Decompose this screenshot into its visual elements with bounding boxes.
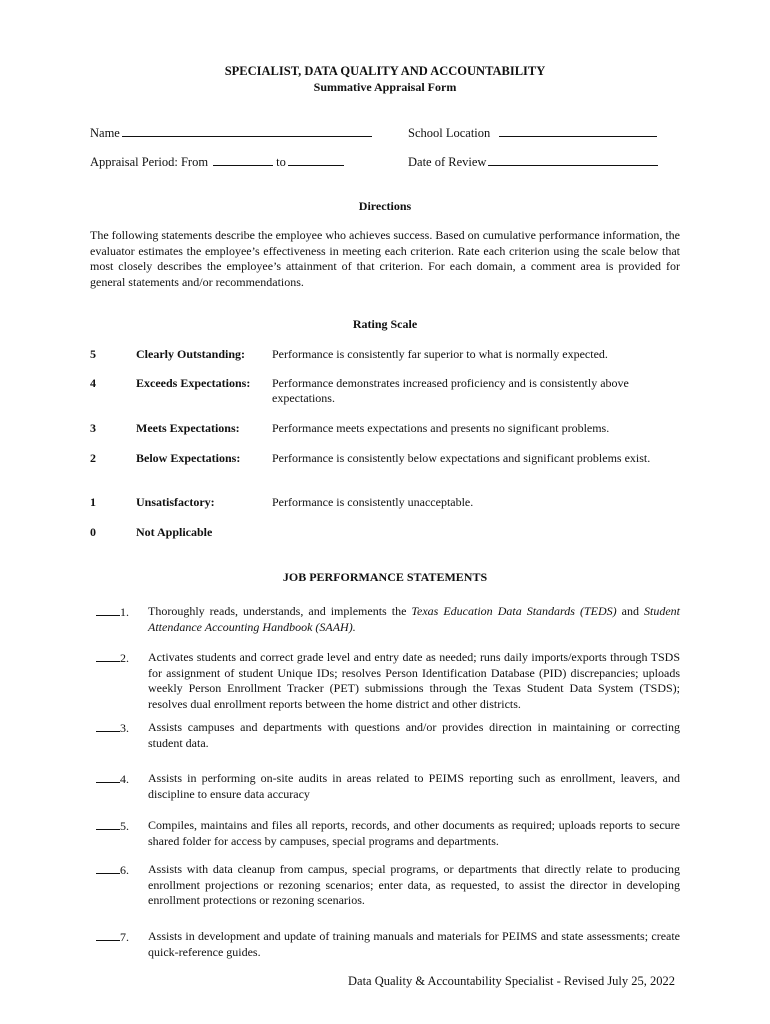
job-performance-heading: JOB PERFORMANCE STATEMENTS	[282, 570, 488, 584]
appraisal-period-label: Appraisal Period: From	[90, 155, 209, 169]
date-of-review-input-line[interactable]	[488, 153, 658, 166]
rating-description: Performance meets expectations and presents no significant problems.	[272, 421, 610, 435]
rating-scale-heading: Rating Scale	[352, 317, 418, 331]
school-location-field[interactable]	[408, 124, 657, 141]
date-of-review-field[interactable]	[408, 153, 658, 170]
school-location-label: School Location	[408, 126, 491, 140]
to-label: to	[276, 155, 286, 169]
rating-label: Exceeds Expectations:	[136, 376, 251, 390]
statement-rating-blank[interactable]: 6.	[96, 862, 146, 878]
rating-number: 5	[90, 347, 96, 361]
document-title: SPECIALIST, DATA QUALITY AND ACCOUNTABILITY	[224, 64, 546, 78]
statement-rating-blank[interactable]: 4.	[96, 771, 146, 787]
statement-text: Compiles, maintains and files all reports, records, and other documents as required; uploads reports to secure shared folder for access by campuses, special programs and departments.	[148, 818, 680, 848]
statement-rating-blank[interactable]: 2.	[96, 650, 146, 666]
statement-text: Assists in development and update of training manuals and materials for PEIMS and state assessments; create quick-reference guides.	[148, 929, 680, 959]
appraisal-to-input-line[interactable]	[288, 153, 344, 166]
rating-label: Clearly Outstanding:	[136, 347, 246, 361]
rating-description: Performance is consistently unacceptable.	[272, 495, 474, 509]
document-subtitle: Summative Appraisal Form	[313, 80, 457, 94]
statement-text: Assists campuses and departments with questions and/or provides direction in maintaining or correcting student data.	[148, 720, 680, 750]
name-input-line[interactable]	[122, 124, 372, 137]
statement-text: Thoroughly reads, understands, and implements the Texas Education Data Standards (TEDS) and Student Attendance Accounting Handbook (SAAH).	[148, 604, 680, 634]
appraisal-period-field[interactable]	[90, 153, 344, 170]
rating-label: Below Expectations:	[136, 451, 241, 465]
statement-text: Assists in performing on-site audits in areas related to PEIMS reporting such as enrollment, leavers, and discipline to ensure data accuracy	[148, 771, 680, 801]
date-of-review-label: Date of Review	[408, 155, 487, 169]
statement-text: Activates students and correct grade level and entry date as needed; runs daily imports/exports through TSDS for assignment of student Unique IDs; resolves Person Identification Database (PID) discrepancies; uploads weekly Person Enrollment Tracker (PET) submissions through the Texas Student Data System (TSDS); resolves dual enrollment reports between the home district and other districts.	[148, 650, 680, 711]
rating-number: 0	[90, 525, 96, 539]
directions-text: The following statements describe the employee who achieves success. Based on cumulative performance information, the evaluator estimates the employee’s effectiveness in meeting each criterion. Rate each criterion using the scale below that most closely describes the employee’s attainment of that criterion. For each domain, a comment area is provided for general statements and/or recommendations.	[90, 228, 680, 289]
statement-rating-blank[interactable]: 7.	[96, 929, 146, 945]
name-field[interactable]	[90, 124, 372, 141]
directions-heading: Directions	[358, 199, 412, 213]
name-label: Name	[90, 126, 120, 140]
rating-description: Performance is consistently far superior to what is normally expected.	[272, 347, 608, 361]
statement-rating-blank[interactable]: 3.	[96, 720, 146, 736]
statement-rating-blank[interactable]: 1.	[96, 604, 146, 620]
rating-label: Meets Expectations:	[136, 421, 240, 435]
rating-description: Performance demonstrates increased proficiency and is consistently above expectations.	[272, 376, 629, 405]
statement-text: Assists with data cleanup from campus, special programs, or departments that directly relate to producing enrollment projections or rezoning scenarios; enter data, as requested, to assist the director in developing enrollment protections or rezoning scenarios.	[148, 862, 680, 907]
rating-number: 1	[90, 495, 96, 509]
rating-label: Not Applicable	[136, 525, 213, 539]
rating-number: 4	[90, 376, 96, 390]
appraisal-from-input-line[interactable]	[213, 153, 273, 166]
rating-description: Performance is consistently below expectations and significant problems exist.	[272, 451, 651, 465]
rating-number: 2	[90, 451, 96, 465]
school-location-input-line[interactable]	[499, 124, 657, 137]
rating-label: Unsatisfactory:	[136, 495, 215, 509]
rating-number: 3	[90, 421, 96, 435]
page-footer: Data Quality & Accountability Specialist - Revised July 25, 2022	[348, 974, 676, 988]
statement-rating-blank[interactable]: 5.	[96, 818, 146, 834]
